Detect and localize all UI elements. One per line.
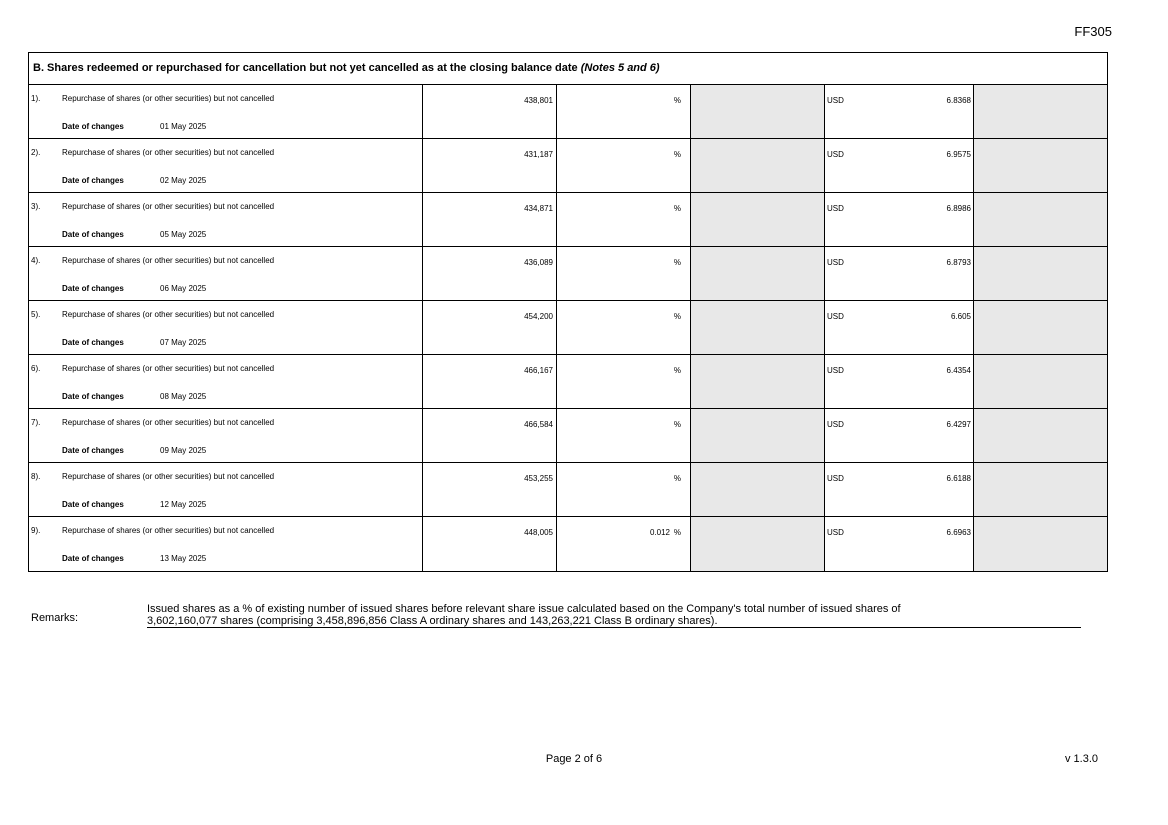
- date-label: Date of changes: [62, 338, 124, 347]
- row-index: 1).: [31, 94, 41, 103]
- row-index: 8).: [31, 472, 41, 481]
- price-value: 6.8368: [946, 96, 971, 105]
- date-value: 12 May 2025: [160, 500, 207, 509]
- percent-sign: %: [673, 420, 681, 429]
- shares-number-cell: [422, 463, 556, 516]
- currency-label: USD: [827, 366, 844, 375]
- shaded-cell: [973, 85, 1107, 138]
- repurchase-rows: [29, 85, 1107, 571]
- date-value: 08 May 2025: [160, 392, 207, 401]
- row-index: 9).: [31, 526, 41, 535]
- shares-number: 438,801: [524, 96, 553, 105]
- shaded-cell: [690, 139, 824, 192]
- row-index: 4).: [31, 256, 41, 265]
- percent-sign: %: [673, 150, 681, 159]
- price-cell: [824, 301, 973, 354]
- shares-number-cell: [422, 301, 556, 354]
- shares-number-cell: [422, 193, 556, 246]
- row-index: 2).: [31, 148, 41, 157]
- shares-number-cell: [422, 139, 556, 192]
- shares-number: 454,200: [524, 312, 553, 321]
- date-value: 09 May 2025: [160, 446, 207, 455]
- table-row: [29, 301, 1107, 355]
- description-cell: [29, 139, 422, 192]
- price-cell: [824, 355, 973, 408]
- shares-number-cell: [422, 247, 556, 300]
- table-row: [29, 517, 1107, 571]
- shaded-cell: [690, 463, 824, 516]
- date-label: Date of changes: [62, 122, 124, 131]
- shares-number: 436,089: [524, 258, 553, 267]
- shares-number-cell: [422, 355, 556, 408]
- percentage-cell: [556, 301, 690, 354]
- shares-number: 453,255: [524, 474, 553, 483]
- shaded-cell: [690, 355, 824, 408]
- price-value: 6.6963: [946, 528, 971, 537]
- row-index: 7).: [31, 418, 41, 427]
- shaded-cell: [973, 247, 1107, 300]
- remarks-line-2: 3,602,160,077 shares (comprising 3,458,896,856 Class A ordinary shares and 143,263,221 Class B ordinary shares).: [147, 615, 718, 627]
- shaded-cell: [973, 463, 1107, 516]
- shaded-cell: [690, 85, 824, 138]
- price-value: 6.8986: [946, 204, 971, 213]
- row-description: Repurchase of shares (or other securities) but not cancelled: [62, 94, 275, 103]
- section-title-text: B. Shares redeemed or repurchased for cancellation but not yet cancelled as at the closing balance date: [33, 62, 578, 74]
- price-cell: [824, 85, 973, 138]
- table-row: [29, 355, 1107, 409]
- shares-number: 434,871: [524, 204, 553, 213]
- shaded-cell: [973, 139, 1107, 192]
- shares-number: 448,005: [524, 528, 553, 537]
- remarks-text: [147, 603, 1081, 628]
- date-value: 05 May 2025: [160, 230, 207, 239]
- percentage-cell: [556, 355, 690, 408]
- currency-label: USD: [827, 204, 844, 213]
- row-description: Repurchase of shares (or other securities) but not cancelled: [62, 148, 275, 157]
- description-cell: [29, 409, 422, 462]
- price-cell: [824, 409, 973, 462]
- currency-label: USD: [827, 258, 844, 267]
- price-cell: [824, 247, 973, 300]
- row-index: 3).: [31, 202, 41, 211]
- table-row: [29, 193, 1107, 247]
- description-cell: [29, 247, 422, 300]
- currency-label: USD: [827, 474, 844, 483]
- shaded-cell: [690, 517, 824, 571]
- remarks-line-1: Issued shares as a % of existing number of issued shares before relevant share issue calculated based on the Company's total number of issued shares of: [147, 603, 901, 615]
- table-row: [29, 463, 1107, 517]
- shares-number-cell: [422, 85, 556, 138]
- percent-sign: %: [673, 204, 681, 213]
- date-value: 06 May 2025: [160, 284, 207, 293]
- currency-label: USD: [827, 528, 844, 537]
- shaded-cell: [973, 409, 1107, 462]
- table-row: [29, 409, 1107, 463]
- percentage-value: 0.012: [649, 528, 670, 537]
- description-cell: [29, 301, 422, 354]
- price-value: 6.605: [950, 312, 971, 321]
- percent-sign: %: [673, 96, 681, 105]
- percentage-cell: [556, 139, 690, 192]
- row-description: Repurchase of shares (or other securities) but not cancelled: [62, 256, 275, 265]
- description-cell: [29, 355, 422, 408]
- date-label: Date of changes: [62, 500, 124, 509]
- currency-label: USD: [827, 420, 844, 429]
- currency-label: USD: [827, 312, 844, 321]
- price-cell: [824, 139, 973, 192]
- date-value: 07 May 2025: [160, 338, 207, 347]
- row-description: Repurchase of shares (or other securities) but not cancelled: [62, 526, 275, 535]
- price-value: 6.6188: [946, 474, 971, 483]
- percent-sign: %: [673, 312, 681, 321]
- shaded-cell: [973, 301, 1107, 354]
- table-row: [29, 85, 1107, 139]
- shaded-cell: [690, 247, 824, 300]
- percentage-cell: [556, 409, 690, 462]
- description-cell: [29, 517, 422, 571]
- percent-sign: %: [673, 366, 681, 375]
- date-value: 02 May 2025: [160, 176, 207, 185]
- date-label: Date of changes: [62, 446, 124, 455]
- section-title: [29, 53, 1107, 85]
- table-row: [29, 139, 1107, 193]
- percentage-cell: [556, 85, 690, 138]
- row-description: Repurchase of shares (or other securities) but not cancelled: [62, 310, 275, 319]
- date-label: Date of changes: [62, 554, 124, 563]
- row-index: 6).: [31, 364, 41, 373]
- table-row: [29, 247, 1107, 301]
- percentage-cell: [556, 463, 690, 516]
- shaded-cell: [973, 355, 1107, 408]
- row-description: Repurchase of shares (or other securities) but not cancelled: [62, 202, 275, 211]
- row-description: Repurchase of shares (or other securities) but not cancelled: [62, 418, 275, 427]
- form-version: v 1.3.0: [1064, 753, 1098, 765]
- repurchase-section: [28, 52, 1108, 572]
- date-value: 01 May 2025: [160, 122, 207, 131]
- shares-number: 431,187: [524, 150, 553, 159]
- shaded-cell: [690, 409, 824, 462]
- price-value: 6.4297: [946, 420, 971, 429]
- row-index: 5).: [31, 310, 41, 319]
- percentage-cell: [556, 247, 690, 300]
- price-value: 6.8793: [946, 258, 971, 267]
- date-value: 13 May 2025: [160, 554, 207, 563]
- currency-label: USD: [827, 96, 844, 105]
- price-cell: [824, 517, 973, 571]
- price-value: 6.4354: [946, 366, 971, 375]
- shares-number-cell: [422, 409, 556, 462]
- price-cell: [824, 193, 973, 246]
- currency-label: USD: [827, 150, 844, 159]
- price-cell: [824, 463, 973, 516]
- description-cell: [29, 193, 422, 246]
- percentage-cell: [556, 517, 690, 571]
- date-label: Date of changes: [62, 392, 124, 401]
- date-label: Date of changes: [62, 230, 124, 239]
- percentage-cell: [556, 193, 690, 246]
- percent-sign: %: [673, 474, 681, 483]
- percent-sign: %: [673, 528, 681, 537]
- shaded-cell: [973, 193, 1107, 246]
- shares-number: 466,584: [524, 420, 553, 429]
- description-cell: [29, 463, 422, 516]
- shaded-cell: [690, 301, 824, 354]
- row-description: Repurchase of shares (or other securities) but not cancelled: [62, 472, 275, 481]
- page-number: Page 2 of 6: [545, 753, 603, 765]
- price-value: 6.9575: [946, 150, 971, 159]
- description-cell: [29, 85, 422, 138]
- form-code: FF305: [1074, 24, 1112, 39]
- date-label: Date of changes: [62, 284, 124, 293]
- shaded-cell: [973, 517, 1107, 571]
- row-description: Repurchase of shares (or other securities) but not cancelled: [62, 364, 275, 373]
- section-notes: (Notes 5 and 6): [580, 62, 660, 74]
- remarks-label: Remarks:: [31, 612, 79, 624]
- shares-number-cell: [422, 517, 556, 571]
- date-label: Date of changes: [62, 176, 124, 185]
- shaded-cell: [690, 193, 824, 246]
- shares-number: 466,167: [524, 366, 553, 375]
- percent-sign: %: [673, 258, 681, 267]
